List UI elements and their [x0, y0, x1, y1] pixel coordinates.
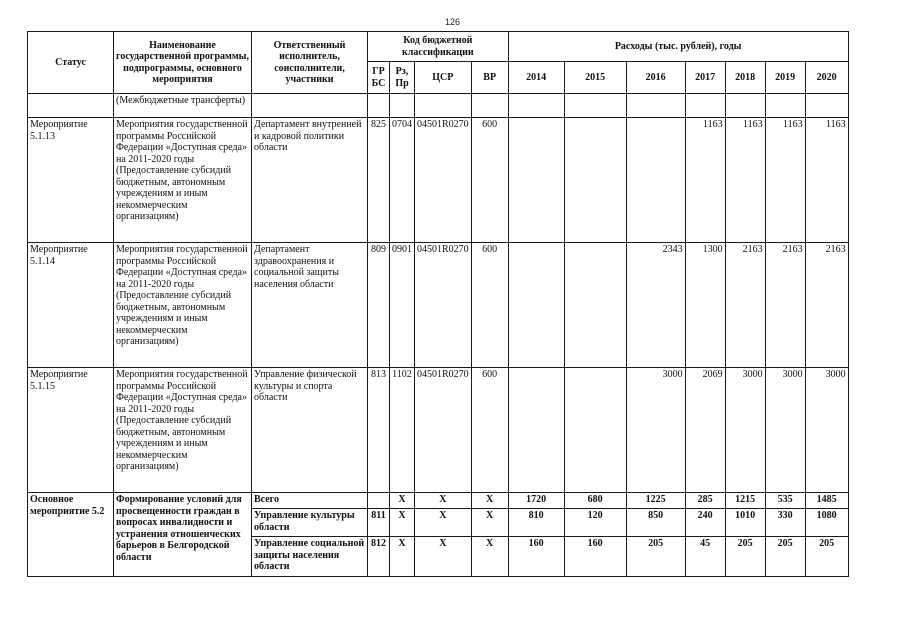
cell-value: 1080 — [805, 509, 848, 537]
cell-csr: 04501R0270 — [415, 118, 472, 243]
cell-vr: 600 — [471, 118, 508, 243]
cell-responsible: Управление культуры области — [252, 509, 368, 537]
cell-grbs: 813 — [368, 368, 390, 493]
header-expenses: Расходы (тыс. рублей), годы — [508, 32, 848, 62]
cell-value: 2343 — [626, 243, 685, 368]
header-year: 2016 — [626, 62, 685, 94]
cell-value — [564, 368, 626, 493]
cell-vr: 600 — [471, 243, 508, 368]
cell-value: 3000 — [765, 368, 805, 493]
cell-rzpr: 0901 — [390, 243, 415, 368]
cell-value: 1163 — [685, 118, 725, 243]
cell-grbs — [368, 94, 390, 118]
cell-csr: X — [415, 509, 472, 537]
cell-value: 1010 — [725, 509, 765, 537]
table-row — [28, 94, 849, 118]
cell-value: 205 — [626, 537, 685, 577]
header-year: 2018 — [725, 62, 765, 94]
cell-value: 3000 — [626, 368, 685, 493]
cell-value: 120 — [564, 509, 626, 537]
cell-value: 1163 — [725, 118, 765, 243]
cell-value: 850 — [626, 509, 685, 537]
cell-value — [626, 118, 685, 243]
cell-value: 330 — [765, 509, 805, 537]
cell-value: 1163 — [805, 118, 848, 243]
cell-rzpr: X — [390, 537, 415, 577]
cell-value — [685, 94, 725, 118]
cell-grbs: 812 — [368, 537, 390, 577]
table-row — [28, 493, 849, 509]
header-name: Наименование государственной программы, подпрограммы, основного мероприятия — [114, 32, 252, 94]
cell-vr — [471, 94, 508, 118]
cell-value: 205 — [805, 537, 848, 577]
cell-value — [564, 243, 626, 368]
cell-value — [508, 94, 564, 118]
cell-rzpr — [390, 94, 415, 118]
cell-value — [508, 118, 564, 243]
header-grbs: ГРБС — [368, 62, 390, 94]
header-year: 2017 — [685, 62, 725, 94]
cell-rzpr: X — [390, 509, 415, 537]
header-budget-code: Код бюджетной классификации — [368, 32, 509, 62]
budget-table — [27, 31, 849, 577]
cell-grbs: 811 — [368, 509, 390, 537]
cell-value — [508, 368, 564, 493]
cell-name: Мероприятия государственной программы Российской Федерации «Доступная среда» на 2011-2020 годы (Предоставление субсидий бюджетным, автономным учреждениям и иным некоммерческим организациям) — [114, 368, 252, 493]
cell-csr: X — [415, 493, 472, 509]
cell-name: (Межбюджетные трансферты) — [114, 94, 252, 118]
header-responsible: Ответственный исполнитель, соисполнители, участники — [252, 32, 368, 94]
header-vr: ВР — [471, 62, 508, 94]
cell-responsible: Управление физической культуры и спорта области — [252, 368, 368, 493]
cell-value: 160 — [564, 537, 626, 577]
cell-value: 535 — [765, 493, 805, 509]
cell-value: 45 — [685, 537, 725, 577]
cell-value: 1720 — [508, 493, 564, 509]
cell-value: 1225 — [626, 493, 685, 509]
page-number: 126 — [444, 17, 461, 27]
cell-value — [626, 94, 685, 118]
cell-value: 205 — [765, 537, 805, 577]
cell-status: Мероприятие 5.1.15 — [28, 368, 114, 493]
cell-grbs: 825 — [368, 118, 390, 243]
cell-value: 205 — [725, 537, 765, 577]
header-year: 2019 — [765, 62, 805, 94]
cell-value — [564, 118, 626, 243]
cell-responsible: Департамент здравоохранения и социальной защиты населения области — [252, 243, 368, 368]
cell-value: 2069 — [685, 368, 725, 493]
cell-name: Формирование условий для просвещенности граждан в вопросах инвалидности и устранения отношенческих барьеров в Белгородской области — [114, 493, 252, 577]
cell-value — [805, 94, 848, 118]
header-year: 2014 — [508, 62, 564, 94]
cell-value: 2163 — [725, 243, 765, 368]
cell-csr: X — [415, 537, 472, 577]
cell-csr: 04501R0270 — [415, 368, 472, 493]
header-year: 2015 — [564, 62, 626, 94]
header-year: 2020 — [805, 62, 848, 94]
table-row — [28, 243, 849, 368]
table-row — [28, 368, 849, 493]
cell-grbs — [368, 493, 390, 509]
header-csr: ЦСР — [415, 62, 472, 94]
cell-responsible: Управление социальной защиты населения области — [252, 537, 368, 577]
cell-value: 1215 — [725, 493, 765, 509]
cell-value: 1163 — [765, 118, 805, 243]
cell-value: 1485 — [805, 493, 848, 509]
header-status: Статус — [28, 32, 114, 94]
cell-value: 2163 — [805, 243, 848, 368]
cell-csr — [415, 94, 472, 118]
cell-value: 810 — [508, 509, 564, 537]
cell-grbs: 809 — [368, 243, 390, 368]
cell-value: 2163 — [765, 243, 805, 368]
cell-value: 680 — [564, 493, 626, 509]
cell-value: 3000 — [805, 368, 848, 493]
cell-status — [28, 94, 114, 118]
cell-rzpr: 0704 — [390, 118, 415, 243]
cell-responsible — [252, 94, 368, 118]
cell-status: Мероприятие 5.1.14 — [28, 243, 114, 368]
cell-rzpr: 1102 — [390, 368, 415, 493]
cell-value — [564, 94, 626, 118]
table-row — [28, 118, 849, 243]
cell-value — [765, 94, 805, 118]
cell-responsible: Департамент внутренней и кадровой политики области — [252, 118, 368, 243]
cell-vr: X — [471, 493, 508, 509]
cell-value: 1300 — [685, 243, 725, 368]
cell-responsible: Всего — [252, 493, 368, 509]
cell-rzpr: X — [390, 493, 415, 509]
cell-value: 160 — [508, 537, 564, 577]
cell-vr: X — [471, 537, 508, 577]
cell-value: 3000 — [725, 368, 765, 493]
cell-value: 285 — [685, 493, 725, 509]
cell-name: Мероприятия государственной программы Российской Федерации «Доступная среда» на 2011-2020 годы (Предоставление субсидий бюджетным, автономным учреждениям и иным некоммерческим организациям) — [114, 243, 252, 368]
cell-status: Мероприятие 5.1.13 — [28, 118, 114, 243]
cell-vr: X — [471, 509, 508, 537]
cell-status: Основное мероприятие 5.2 — [28, 493, 114, 577]
header-rzpr: Рз, Пр — [390, 62, 415, 94]
cell-name: Мероприятия государственной программы Российской Федерации «Доступная среда» на 2011-2020 годы (Предоставление субсидий бюджетным, автономным учреждениям и иным некоммерческим организациям) — [114, 118, 252, 243]
cell-value: 240 — [685, 509, 725, 537]
cell-vr: 600 — [471, 368, 508, 493]
cell-csr: 04501R0270 — [415, 243, 472, 368]
cell-value — [508, 243, 564, 368]
cell-value — [725, 94, 765, 118]
